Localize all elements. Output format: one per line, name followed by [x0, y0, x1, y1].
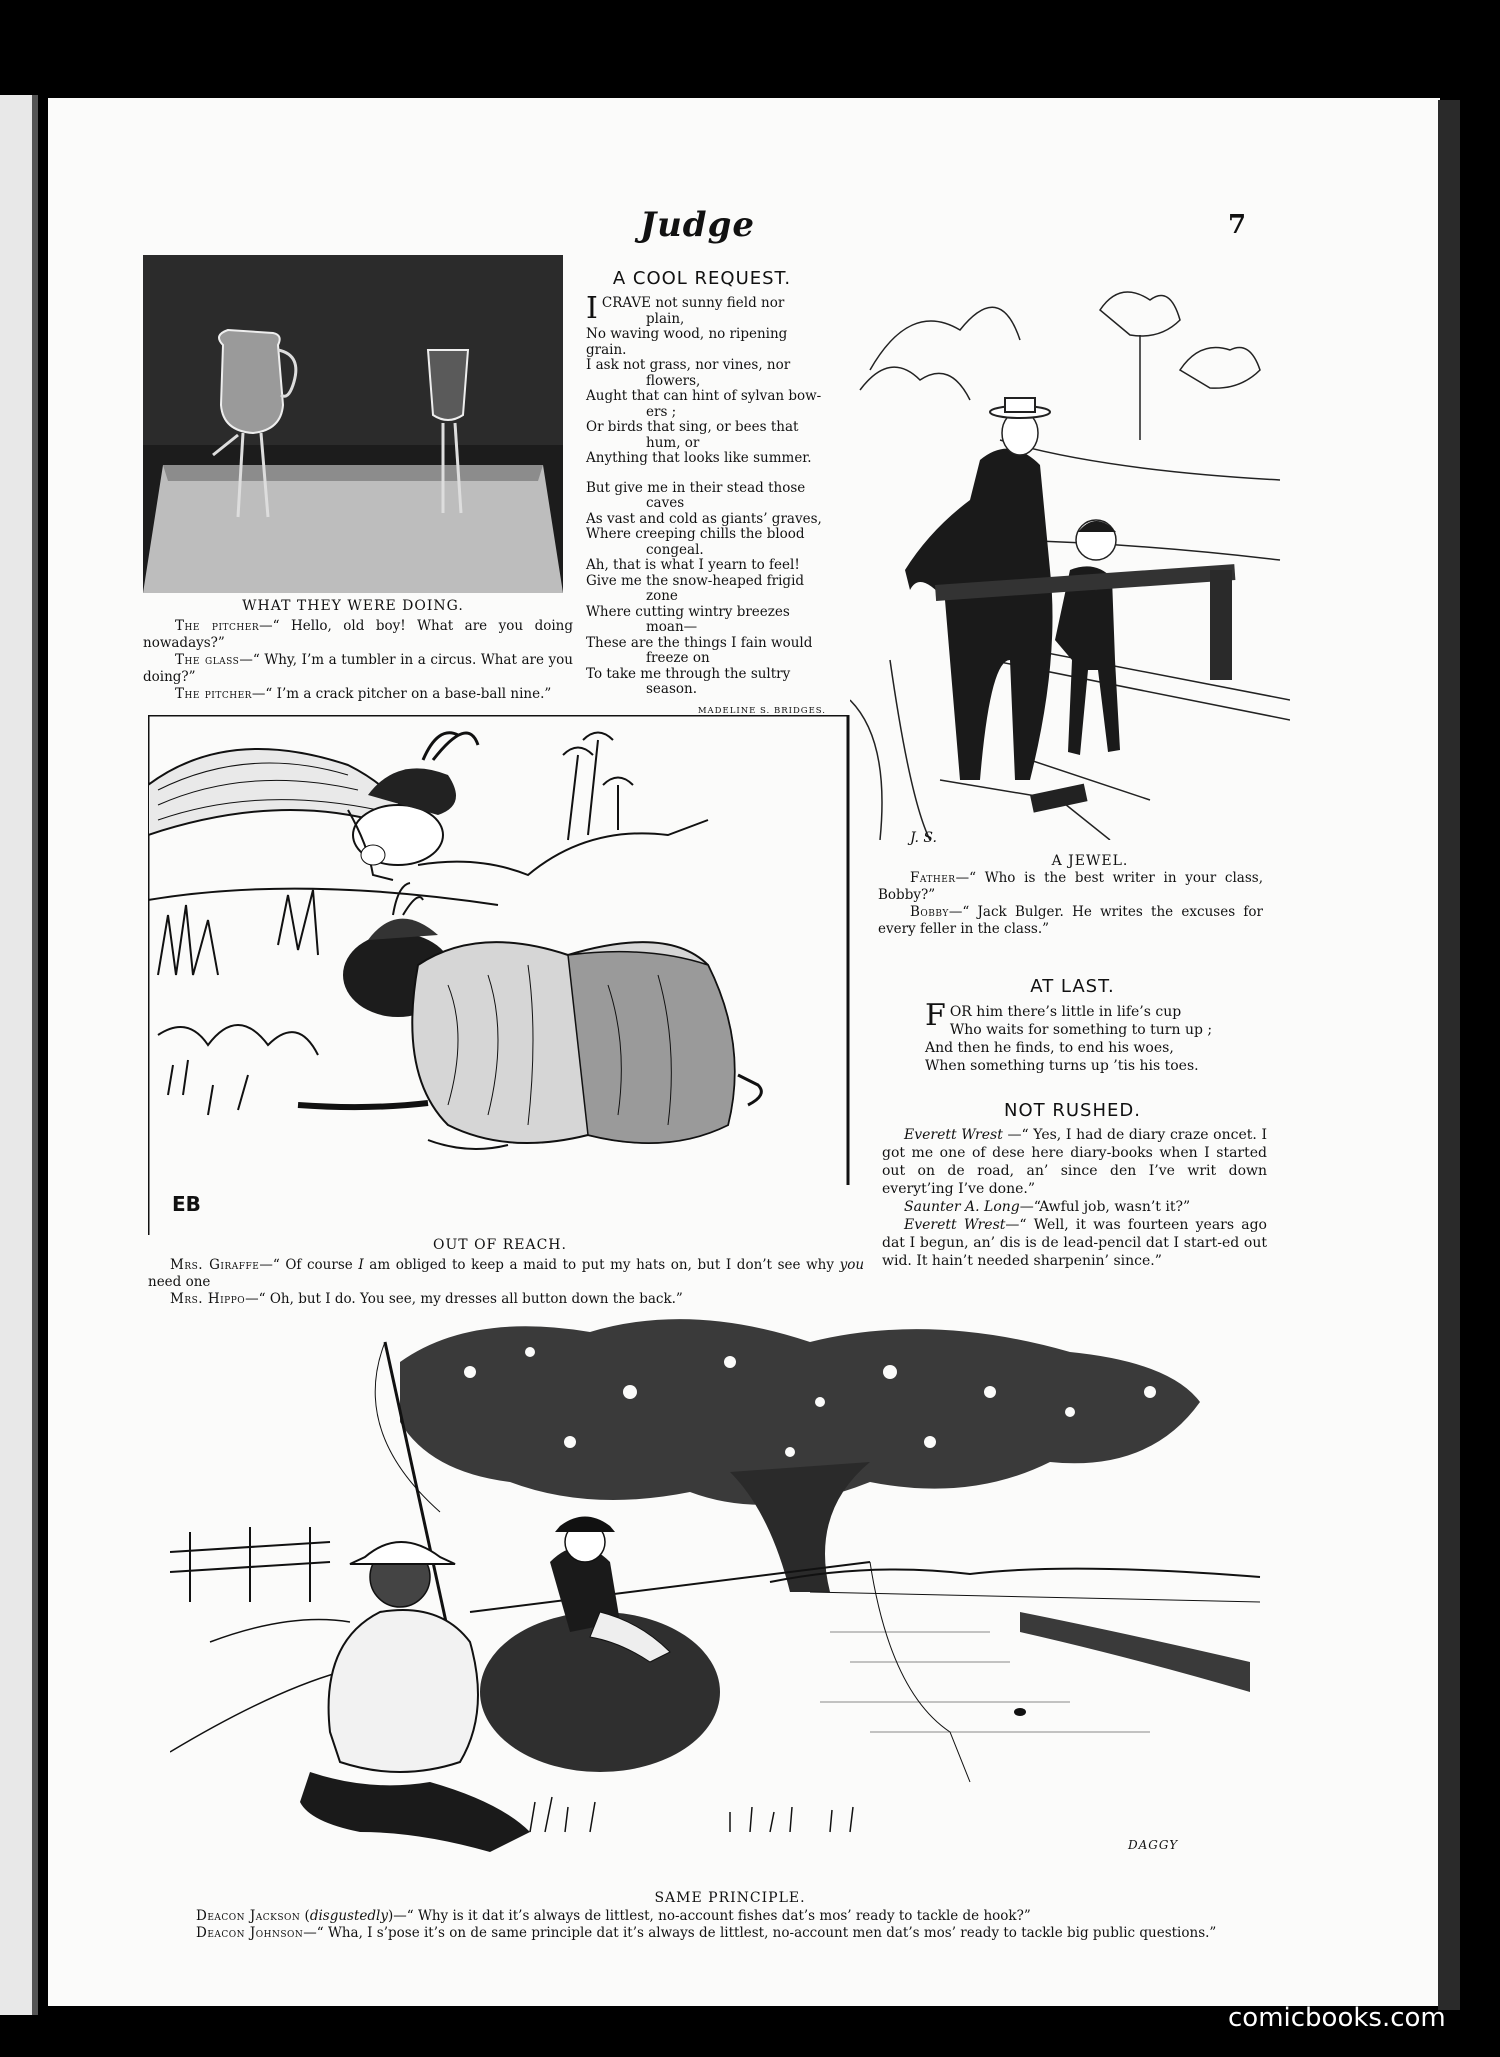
dialogue-line: —“ Why is it dat it’s always de littlest, no-account fishes dat’s mos’ ready to tackle de hook?” — [393, 1908, 1031, 1924]
poem-line: season. — [646, 681, 698, 697]
speaker: Everett Wrest — [904, 1127, 1003, 1143]
speaker: Deacon Jackson — [196, 1908, 301, 1924]
stanza-break — [586, 467, 826, 481]
poem-line: When something turns up ’tis his toes. — [925, 1058, 1199, 1074]
dialogue-line: —“ Wha, I s’pose it’s on de same principle dat it’s always de littlest, no-account men dat’s mos’ ready to tackle big public questions.” — [303, 1925, 1217, 1941]
poem-line: I ask not grass, nor vines, nor — [586, 357, 791, 373]
dialogue-line: —“ Why, I’m a tumbler in a circus. What are you doing?” — [143, 652, 573, 685]
speaker: Saunter A. Long — [904, 1199, 1020, 1215]
same-principle-dialogue: Deacon Jackson (disgustedly)—“ Why is it dat it’s always de littlest, no-account fishes dat’s mos’ ready to tackle de hook?” Deacon Johnson—“ Wha, I s’pose it’s on de same principle dat it’s always de littlest, no-account men dat’s mos’ ready to tackle big public questions.” — [196, 1908, 1217, 1941]
jewel-dialogue — [878, 870, 1263, 938]
drop-cap: F — [925, 998, 946, 1033]
poem-line: moan— — [646, 619, 698, 635]
poem-line: OR him there’s little in life’s cup — [949, 1004, 1182, 1020]
stage-direction: disgustedly — [309, 1908, 388, 1924]
out-of-reach-dialogue — [148, 1257, 864, 1308]
out-of-reach-title: OUT OF REACH. — [433, 1237, 567, 1253]
speaker: Mrs. Giraffe — [170, 1257, 260, 1273]
poem-line: freeze on — [646, 650, 710, 666]
at-last-title: AT LAST. — [1030, 976, 1115, 997]
dialogue-emphasis: I — [358, 1257, 364, 1273]
speaker: Mrs. Hippo — [170, 1291, 246, 1307]
not-rushed-title: NOT RUSHED. — [1004, 1100, 1141, 1121]
poem-line: Anything that looks like summer. — [586, 450, 812, 466]
poem-line: Aught that can hint of sylvan bow- — [586, 388, 822, 404]
poem-line: caves — [646, 495, 685, 511]
masthead-logo: Judge — [640, 205, 755, 245]
out-of-reach-artist-monogram: EB — [172, 1192, 201, 1216]
poem-line: As vast and cold as giants’ graves, — [586, 510, 822, 527]
speaker: Everett Wrest — [904, 1217, 1006, 1233]
dialogue-line: —“ Who is the best writer in your class, Bobby?” — [878, 870, 1263, 903]
dialogue-emphasis: you — [839, 1257, 865, 1273]
speaker: The pitcher — [175, 618, 260, 634]
giraffe-hippo-illustration — [148, 715, 858, 1235]
dialogue-line: —“ Oh, but I do. You see, my dresses all button down the back.” — [245, 1291, 683, 1307]
poem-line: Who waits for something to turn up ; — [949, 1022, 1213, 1038]
dialogue-line: am obliged to keep a maid to put my hats on, but I don’t see why — [363, 1257, 840, 1273]
speaker: Bobby — [910, 904, 949, 920]
dialogue-line: —“ I’m a crack pitcher on a base-ball nine.” — [251, 686, 552, 702]
paragraph-text: —“Awful job, wasn’t it?” — [1019, 1199, 1191, 1215]
site-watermark: comicbooks.com — [1228, 2003, 1446, 2033]
paragraph-text: —“ Well, it was fourteen years ago dat I begun, an’ dis is de lead-pencil dat I start-ed out wid. It hain’t needed sharpenin’ since.” — [882, 1217, 1267, 1269]
dialogue-line: —“ Of course — [259, 1257, 359, 1273]
poem-line: Where cutting wintry breezes — [586, 603, 790, 620]
poem-line: No waving wood, no ripening grain. — [586, 326, 788, 358]
poem-line: These are the things I fain would — [586, 634, 813, 651]
poem-line: And then he finds, to end his woes, — [925, 1040, 1174, 1056]
cool-request-title: A COOL REQUEST. — [612, 268, 792, 289]
paragraph-text: —“ Yes, I had de diary craze oncet. I got me one of dese here diary-books when I started out on de road, an’ since den I’ve writ down everyt’ing I’ve done.” — [882, 1127, 1267, 1197]
same-principle-artist-signature: DAGGY — [1128, 1838, 1179, 1852]
same-principle-title: SAME PRINCIPLE. — [654, 1890, 806, 1906]
page-gutter-shadow — [1438, 100, 1460, 2010]
speaker: The glass — [175, 652, 240, 668]
poem-line: hum, or — [646, 434, 700, 451]
poem-line: ers ; — [646, 403, 677, 420]
drop-cap: I — [586, 291, 598, 326]
poem-author: MADELINE S. BRIDGES. — [697, 705, 826, 716]
pitcher-glass-illustration — [143, 255, 563, 593]
at-last-poem — [925, 998, 1265, 1075]
speaker: The pitcher — [175, 686, 252, 702]
poem-line: zone — [646, 588, 678, 604]
poem-line: Ah, that is what I yearn to feel! — [586, 557, 800, 573]
facing-page-edge — [0, 95, 38, 2015]
poem-line: But give me in their stead those — [586, 479, 806, 496]
poem-line: plain, — [646, 310, 685, 327]
speaker: Father — [910, 870, 956, 886]
dialogue-line: —“ Hello, old boy! What are you doing nowadays?” — [143, 618, 573, 651]
page-number: 7 — [1228, 210, 1247, 240]
fishing-deacons-illustration — [170, 1312, 1270, 1872]
dialogue-line: —“ Jack Bulger. He writes the excuses for every feller in the class.” — [878, 904, 1263, 937]
dialogue-line: need one — [148, 1274, 211, 1290]
poem-line: CRAVE not sunny field nor — [601, 295, 785, 311]
pitcher-dialogue — [143, 618, 573, 703]
not-rushed-text — [882, 1126, 1267, 1270]
father-son-illustration — [850, 240, 1290, 840]
poem-line: Where creeping chills the blood — [586, 526, 805, 542]
poem-line: flowers, — [646, 372, 701, 389]
poem-line: Or birds that sing, or bees that — [586, 419, 799, 435]
speaker: Deacon Johnson — [196, 1925, 304, 1941]
jewel-title: A JEWEL. — [1051, 853, 1129, 869]
pitcher-caption-title: WHAT THEY WERE DOING. — [242, 598, 464, 614]
cool-request-poem — [586, 291, 826, 719]
poem-line: To take me through the sultry — [586, 665, 791, 682]
poem-line: congeal. — [646, 541, 704, 558]
jewel-artist-signature: J. S. — [910, 830, 937, 846]
poem-line: Give me the snow-heaped frigid — [586, 572, 805, 589]
